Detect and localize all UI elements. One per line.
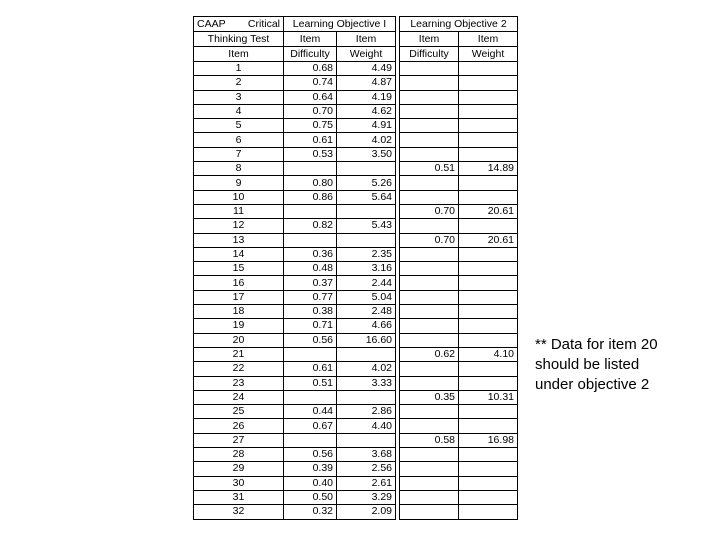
obj2-difficulty-cell — [400, 505, 459, 519]
item-number-cell: 26 — [194, 419, 284, 433]
obj2-difficulty-header: Difficulty — [400, 47, 459, 62]
obj1-difficulty-cell — [284, 233, 337, 247]
item-number-cell: 13 — [194, 233, 284, 247]
item-number-cell: 22 — [194, 362, 284, 376]
table-row — [194, 233, 518, 247]
obj1-weight-cell: 2.44 — [337, 276, 396, 290]
obj1-weight-cell: 3.16 — [337, 262, 396, 276]
obj2-weight-cell — [459, 247, 518, 261]
obj1-weight-cell — [337, 433, 396, 447]
table-row — [194, 176, 518, 190]
thinking-test-label: Thinking Test — [194, 32, 284, 47]
obj1-weight-cell: 2.09 — [337, 505, 396, 519]
table-row — [194, 490, 518, 504]
table-row — [194, 362, 518, 376]
item-number-cell: 16 — [194, 276, 284, 290]
obj1-weight-cell: 16.60 — [337, 333, 396, 347]
obj1-difficulty-cell — [284, 347, 337, 361]
obj1-difficulty-cell: 0.56 — [284, 448, 337, 462]
obj2-weight-cell — [459, 190, 518, 204]
item-number-cell: 29 — [194, 462, 284, 476]
caap-header-cell — [194, 17, 284, 32]
obj1-difficulty-cell — [284, 162, 337, 176]
obj1-difficulty-cell: 0.80 — [284, 176, 337, 190]
obj1-difficulty-cell: 0.32 — [284, 505, 337, 519]
item-number-cell: 18 — [194, 305, 284, 319]
obj2-weight-cell — [459, 376, 518, 390]
obj1-item-label: Item — [284, 32, 337, 47]
obj1-difficulty-cell — [284, 433, 337, 447]
obj2-difficulty-cell — [400, 305, 459, 319]
obj1-weight-cell: 4.91 — [337, 119, 396, 133]
obj2-weight-cell — [459, 462, 518, 476]
obj1-difficulty-cell: 0.39 — [284, 462, 337, 476]
table-row — [194, 347, 518, 361]
obj2-weight-cell: 4.10 — [459, 347, 518, 361]
table-row — [194, 204, 518, 218]
item-number-cell: 12 — [194, 219, 284, 233]
obj1-item-label-2: Item — [337, 32, 396, 47]
obj1-weight-cell: 3.33 — [337, 376, 396, 390]
header-row-3 — [194, 47, 518, 62]
obj1-weight-cell — [337, 233, 396, 247]
note-line-1: ** Data for item 20 — [535, 336, 658, 353]
obj1-weight-cell: 5.64 — [337, 190, 396, 204]
item-column-header: Item — [194, 47, 284, 62]
obj2-weight-cell — [459, 276, 518, 290]
table-row — [194, 147, 518, 161]
item-number-cell: 14 — [194, 247, 284, 261]
obj1-weight-cell: 4.87 — [337, 76, 396, 90]
objective-1-header: Learning Objective I — [284, 17, 396, 32]
table-row — [194, 290, 518, 304]
obj1-weight-cell: 5.43 — [337, 219, 396, 233]
obj2-difficulty-cell: 0.58 — [400, 433, 459, 447]
table-row — [194, 390, 518, 404]
obj2-weight-cell: 20.61 — [459, 233, 518, 247]
obj2-difficulty-cell — [400, 90, 459, 104]
obj2-difficulty-cell — [400, 62, 459, 76]
obj2-difficulty-cell — [400, 147, 459, 161]
item-number-cell: 24 — [194, 390, 284, 404]
obj2-difficulty-cell — [400, 319, 459, 333]
obj2-weight-cell — [459, 176, 518, 190]
obj1-weight-header: Weight — [337, 47, 396, 62]
obj1-weight-cell: 3.29 — [337, 490, 396, 504]
obj1-weight-cell: 4.49 — [337, 62, 396, 76]
item-number-cell: 23 — [194, 376, 284, 390]
table-row — [194, 76, 518, 90]
obj2-difficulty-cell — [400, 262, 459, 276]
table-row — [194, 133, 518, 147]
obj1-difficulty-cell — [284, 390, 337, 404]
item-number-cell: 25 — [194, 405, 284, 419]
table-row — [194, 333, 518, 347]
obj2-weight-cell — [459, 362, 518, 376]
item-number-cell: 21 — [194, 347, 284, 361]
obj2-difficulty-cell — [400, 462, 459, 476]
item-number-cell: 1 — [194, 62, 284, 76]
obj1-difficulty-cell: 0.44 — [284, 405, 337, 419]
obj2-weight-cell — [459, 119, 518, 133]
obj2-weight-cell — [459, 476, 518, 490]
obj1-difficulty-cell: 0.75 — [284, 119, 337, 133]
obj2-difficulty-cell: 0.51 — [400, 162, 459, 176]
obj2-difficulty-cell — [400, 419, 459, 433]
obj1-difficulty-cell: 0.50 — [284, 490, 337, 504]
header-row-1 — [194, 17, 518, 32]
obj2-difficulty-cell — [400, 376, 459, 390]
obj2-difficulty-cell: 0.70 — [400, 233, 459, 247]
table-row — [194, 319, 518, 333]
obj2-difficulty-cell — [400, 104, 459, 118]
obj1-difficulty-cell: 0.67 — [284, 419, 337, 433]
obj2-weight-cell — [459, 448, 518, 462]
item-number-cell: 19 — [194, 319, 284, 333]
item-number-cell: 5 — [194, 119, 284, 133]
obj2-weight-cell: 10.31 — [459, 390, 518, 404]
obj2-difficulty-cell — [400, 219, 459, 233]
table-row — [194, 162, 518, 176]
item-20-note — [535, 335, 705, 395]
obj2-difficulty-cell — [400, 333, 459, 347]
obj1-weight-cell: 5.26 — [337, 176, 396, 190]
obj2-weight-cell — [459, 262, 518, 276]
obj2-difficulty-cell — [400, 476, 459, 490]
table-row — [194, 448, 518, 462]
obj2-weight-cell: 20.61 — [459, 204, 518, 218]
obj1-weight-cell: 2.35 — [337, 247, 396, 261]
obj2-difficulty-cell — [400, 119, 459, 133]
obj2-difficulty-cell — [400, 76, 459, 90]
table-row — [194, 476, 518, 490]
obj2-item-label: Item — [400, 32, 459, 47]
obj1-weight-cell: 4.19 — [337, 90, 396, 104]
obj1-difficulty-cell: 0.82 — [284, 219, 337, 233]
obj2-difficulty-cell: 0.62 — [400, 347, 459, 361]
item-number-cell: 10 — [194, 190, 284, 204]
obj1-weight-cell — [337, 347, 396, 361]
table-row — [194, 462, 518, 476]
table-row — [194, 376, 518, 390]
obj1-weight-cell: 2.61 — [337, 476, 396, 490]
obj2-weight-cell — [459, 62, 518, 76]
obj2-weight-cell — [459, 90, 518, 104]
obj2-weight-cell — [459, 505, 518, 519]
obj2-difficulty-cell — [400, 133, 459, 147]
obj1-difficulty-cell: 0.61 — [284, 362, 337, 376]
table-row — [194, 433, 518, 447]
obj1-difficulty-cell: 0.48 — [284, 262, 337, 276]
obj2-weight-cell: 14.89 — [459, 162, 518, 176]
table-row — [194, 276, 518, 290]
item-number-cell: 28 — [194, 448, 284, 462]
obj2-difficulty-cell — [400, 448, 459, 462]
table-row — [194, 119, 518, 133]
item-number-cell: 7 — [194, 147, 284, 161]
obj2-difficulty-cell — [400, 290, 459, 304]
item-number-cell: 17 — [194, 290, 284, 304]
obj1-difficulty-cell: 0.77 — [284, 290, 337, 304]
obj1-difficulty-cell: 0.51 — [284, 376, 337, 390]
item-number-cell: 6 — [194, 133, 284, 147]
obj1-weight-cell: 2.48 — [337, 305, 396, 319]
obj1-difficulty-cell: 0.36 — [284, 247, 337, 261]
obj1-difficulty-cell: 0.38 — [284, 305, 337, 319]
obj2-item-label-2: Item — [459, 32, 518, 47]
item-number-cell: 8 — [194, 162, 284, 176]
table-row — [194, 190, 518, 204]
obj1-weight-cell — [337, 162, 396, 176]
obj2-difficulty-cell — [400, 247, 459, 261]
obj1-weight-cell — [337, 204, 396, 218]
obj1-weight-cell: 2.86 — [337, 405, 396, 419]
header-row-2 — [194, 32, 518, 47]
obj2-weight-cell — [459, 219, 518, 233]
item-number-cell: 20 — [194, 333, 284, 347]
table-row — [194, 219, 518, 233]
obj1-difficulty-cell: 0.61 — [284, 133, 337, 147]
table-row — [194, 419, 518, 433]
obj2-weight-cell — [459, 147, 518, 161]
obj2-weight-cell — [459, 305, 518, 319]
table-row — [194, 62, 518, 76]
obj1-difficulty-cell: 0.74 — [284, 76, 337, 90]
obj2-weight-cell — [459, 333, 518, 347]
obj1-difficulty-cell — [284, 204, 337, 218]
obj1-weight-cell: 4.66 — [337, 319, 396, 333]
objective-2-header: Learning Objective 2 — [400, 17, 518, 32]
obj1-weight-cell: 4.40 — [337, 419, 396, 433]
table-row — [194, 90, 518, 104]
obj2-weight-cell — [459, 290, 518, 304]
note-line-2: should be listed — [535, 356, 640, 373]
obj2-weight-cell — [459, 104, 518, 118]
item-number-cell: 31 — [194, 490, 284, 504]
obj1-weight-cell: 5.04 — [337, 290, 396, 304]
obj1-difficulty-cell: 0.71 — [284, 319, 337, 333]
obj2-weight-cell — [459, 133, 518, 147]
item-data-table — [193, 16, 518, 520]
obj2-difficulty-cell — [400, 276, 459, 290]
note-line-3: under objective 2 — [535, 376, 650, 393]
obj2-difficulty-cell — [400, 490, 459, 504]
obj2-difficulty-cell — [400, 362, 459, 376]
table-row — [194, 505, 518, 519]
obj1-weight-cell: 3.50 — [337, 147, 396, 161]
item-number-cell: 11 — [194, 204, 284, 218]
table-row — [194, 262, 518, 276]
obj1-difficulty-cell: 0.40 — [284, 476, 337, 490]
obj1-difficulty-cell: 0.68 — [284, 62, 337, 76]
obj1-difficulty-header: Difficulty — [284, 47, 337, 62]
obj2-weight-cell — [459, 76, 518, 90]
obj2-weight-header: Weight — [459, 47, 518, 62]
table-body — [194, 17, 518, 520]
caap-label: CAAP — [197, 17, 226, 30]
obj1-weight-cell: 3.68 — [337, 448, 396, 462]
obj1-weight-cell — [337, 390, 396, 404]
obj2-difficulty-cell — [400, 176, 459, 190]
obj2-weight-cell — [459, 490, 518, 504]
item-number-cell: 30 — [194, 476, 284, 490]
obj1-difficulty-cell: 0.70 — [284, 104, 337, 118]
item-number-cell: 2 — [194, 76, 284, 90]
obj2-difficulty-cell — [400, 190, 459, 204]
obj2-weight-cell — [459, 405, 518, 419]
obj1-weight-cell: 4.02 — [337, 133, 396, 147]
obj2-difficulty-cell: 0.70 — [400, 204, 459, 218]
item-number-cell: 15 — [194, 262, 284, 276]
obj1-weight-cell: 4.62 — [337, 104, 396, 118]
obj1-weight-cell: 4.02 — [337, 362, 396, 376]
table-row — [194, 305, 518, 319]
item-number-cell: 27 — [194, 433, 284, 447]
obj1-difficulty-cell: 0.56 — [284, 333, 337, 347]
item-number-cell: 4 — [194, 104, 284, 118]
obj2-weight-cell — [459, 419, 518, 433]
table-row — [194, 405, 518, 419]
item-number-cell: 9 — [194, 176, 284, 190]
obj2-difficulty-cell: 0.35 — [400, 390, 459, 404]
obj2-weight-cell — [459, 319, 518, 333]
item-number-cell: 32 — [194, 505, 284, 519]
table-row — [194, 104, 518, 118]
item-number-cell: 3 — [194, 90, 284, 104]
obj1-difficulty-cell: 0.53 — [284, 147, 337, 161]
obj2-difficulty-cell — [400, 405, 459, 419]
obj2-weight-cell: 16.98 — [459, 433, 518, 447]
obj1-weight-cell: 2.56 — [337, 462, 396, 476]
critical-label: Critical — [247, 17, 280, 30]
obj1-difficulty-cell: 0.64 — [284, 90, 337, 104]
obj1-difficulty-cell: 0.86 — [284, 190, 337, 204]
obj1-difficulty-cell: 0.37 — [284, 276, 337, 290]
table-row — [194, 247, 518, 261]
